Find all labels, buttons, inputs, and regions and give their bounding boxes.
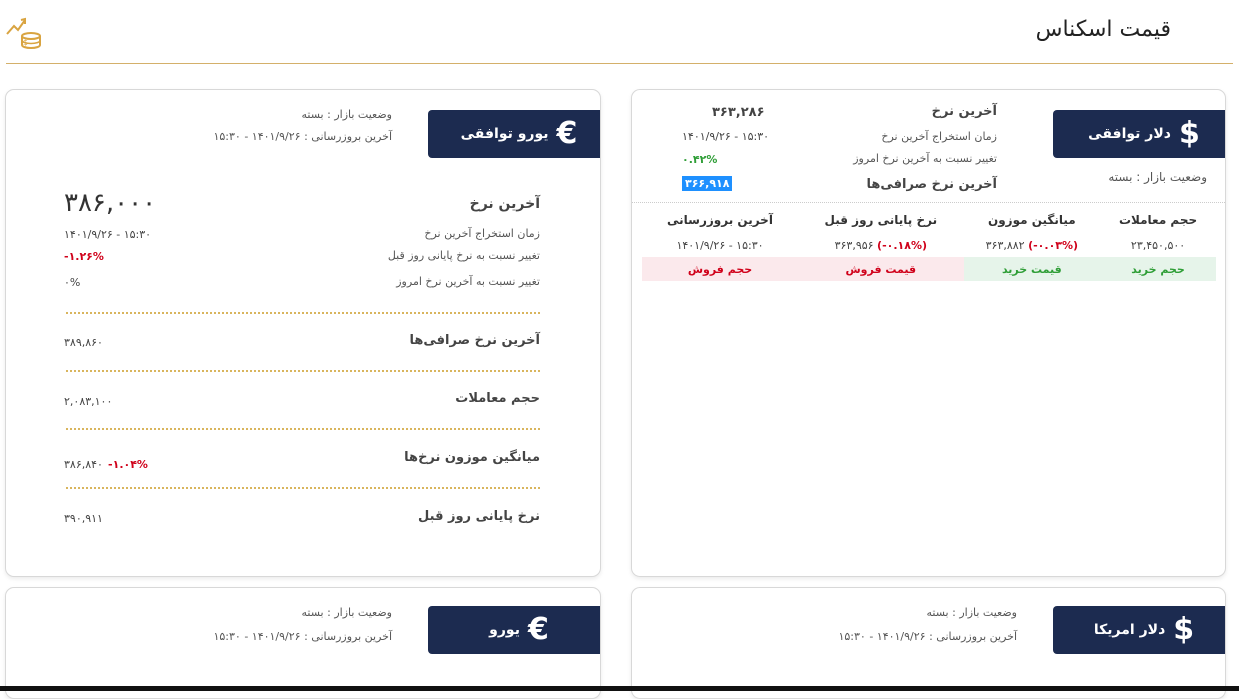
weighted-avg-value: ۳۸۶,۸۴۰ bbox=[64, 458, 103, 471]
order-book-header bbox=[642, 257, 1216, 281]
section-divider bbox=[632, 202, 1225, 203]
last-update-value: ۱۴۰۱/۹/۲۶ - ۱۵:۳۰ bbox=[676, 238, 764, 252]
buy-volume-header: حجم خرید bbox=[1100, 257, 1216, 281]
eur-agreed-tab-label: یورو توافقی bbox=[460, 126, 549, 142]
dollar-icon: $ bbox=[1173, 612, 1195, 647]
page-header bbox=[0, 0, 1239, 64]
eur-tab-label: یورو bbox=[489, 622, 520, 638]
last-rate-value: ۳۶۳,۲۸۶ bbox=[712, 105, 765, 120]
weighted-avg-values bbox=[64, 453, 148, 472]
coins-growth-icon bbox=[5, 14, 41, 50]
buy-price-header: قیمت خرید bbox=[964, 257, 1100, 281]
usd-agreed-table bbox=[642, 207, 1216, 281]
weighted-avg-change: -۱.۰۴% bbox=[108, 458, 148, 471]
table-row bbox=[642, 233, 1216, 257]
change-today-value: ۰% bbox=[64, 276, 81, 289]
header-divider bbox=[6, 63, 1233, 64]
extract-time-label: زمان استخراج آخرین نرخ bbox=[424, 227, 540, 240]
last-rate-value: ۳۸۶,۰۰۰ bbox=[64, 188, 157, 218]
change-today-label: تغییر نسبت به آخرین نرخ امروز bbox=[853, 152, 997, 165]
col-prev-close: نرخ پایانی روز قبل bbox=[824, 213, 938, 227]
usd-agreed-card bbox=[631, 89, 1226, 577]
usd-america-tab[interactable] bbox=[1053, 606, 1226, 654]
prev-close-change: (-۰.۱۸%) bbox=[877, 238, 928, 252]
change-today-value: ۰.۴۲% bbox=[682, 153, 718, 166]
euro-icon: € bbox=[556, 116, 578, 151]
exchange-rate-label: آخرین نرخ صرافی‌ها bbox=[866, 177, 997, 192]
eur-agreed-card bbox=[5, 89, 601, 577]
volume-value: ۲,۰۸۳,۱۰۰ bbox=[64, 395, 113, 408]
weighted-avg-value: ۳۶۳,۸۸۲ bbox=[985, 238, 1025, 252]
divider bbox=[66, 487, 540, 489]
last-rate-label: آخرین نرخ bbox=[469, 196, 540, 212]
market-status: وضعیت بازار : بسته bbox=[301, 606, 392, 619]
change-today-label: تغییر نسبت به آخرین نرخ امروز bbox=[396, 275, 540, 288]
exchange-rate-label: آخرین نرخ صرافی‌ها bbox=[409, 333, 540, 348]
prev-close-label: نرخ پایانی روز قبل bbox=[418, 509, 540, 524]
prev-close-value: ۳۶۳,۹۵۶ bbox=[834, 238, 874, 252]
market-status: وضعیت بازار : بسته bbox=[1108, 170, 1207, 184]
exchange-rate-value: ۳۸۹,۸۶۰ bbox=[64, 336, 103, 349]
usd-america-card bbox=[631, 587, 1226, 699]
divider bbox=[66, 312, 540, 314]
eur-agreed-tab[interactable] bbox=[428, 110, 601, 158]
last-update: آخرین بروزرسانی : ۱۴۰۱/۹/۲۶ - ۱۵:۳۰ bbox=[213, 130, 392, 143]
bottom-bar bbox=[0, 686, 1239, 691]
euro-icon: € bbox=[527, 612, 549, 647]
volume-value: ۲۳,۴۵۰,۵۰۰ bbox=[1130, 238, 1186, 252]
usd-agreed-tab-label: دلار توافقی bbox=[1088, 126, 1171, 142]
col-volume: حجم معاملات bbox=[1118, 213, 1198, 227]
prev-close-value: ۳۹۰,۹۱۱ bbox=[64, 512, 103, 525]
last-rate-label: آخرین نرخ bbox=[931, 104, 997, 119]
sell-volume-header: حجم فروش bbox=[642, 257, 798, 281]
extract-time-value: ۱۴۰۱/۹/۲۶ - ۱۵:۳۰ bbox=[64, 228, 152, 241]
change-prev-value: -۱.۲۶% bbox=[64, 250, 104, 263]
divider bbox=[66, 370, 540, 372]
last-update: آخرین بروزرسانی : ۱۴۰۱/۹/۲۶ - ۱۵:۳۰ bbox=[213, 630, 392, 643]
volume-label: حجم معاملات bbox=[455, 391, 540, 406]
extract-time-label: زمان استخراج آخرین نرخ bbox=[881, 130, 997, 143]
weighted-avg-change: (-۰.۰۳%) bbox=[1028, 238, 1079, 252]
divider bbox=[66, 428, 540, 430]
change-prev-label: تغییر نسبت به نرخ پایانی روز قبل bbox=[387, 249, 540, 262]
svg-text:$: $ bbox=[22, 38, 28, 47]
extract-time-value: ۱۴۰۱/۹/۲۶ - ۱۵:۳۰ bbox=[682, 130, 770, 143]
weighted-avg-label: میانگین موزون نرخ‌ها bbox=[404, 450, 540, 465]
usd-agreed-tab[interactable] bbox=[1053, 110, 1226, 158]
eur-tab[interactable] bbox=[428, 606, 601, 654]
sell-price-header: قیمت فروش bbox=[798, 257, 964, 281]
col-last-update: آخرین بروزرسانی bbox=[667, 213, 773, 227]
market-status: وضعیت بازار : بسته bbox=[301, 108, 392, 121]
eur-card bbox=[5, 587, 601, 699]
exchange-rate-value: ۳۶۶,۹۱۸ bbox=[682, 176, 732, 191]
last-update: آخرین بروزرسانی : ۱۴۰۱/۹/۲۶ - ۱۵:۳۰ bbox=[838, 630, 1017, 643]
usd-america-tab-label: دلار امریکا bbox=[1093, 622, 1166, 638]
col-weighted-avg: میانگین موزون bbox=[987, 213, 1076, 227]
market-status: وضعیت بازار : بسته bbox=[926, 606, 1017, 619]
page-title: قیمت اسکناس bbox=[1035, 17, 1171, 42]
dollar-icon: $ bbox=[1178, 116, 1200, 151]
